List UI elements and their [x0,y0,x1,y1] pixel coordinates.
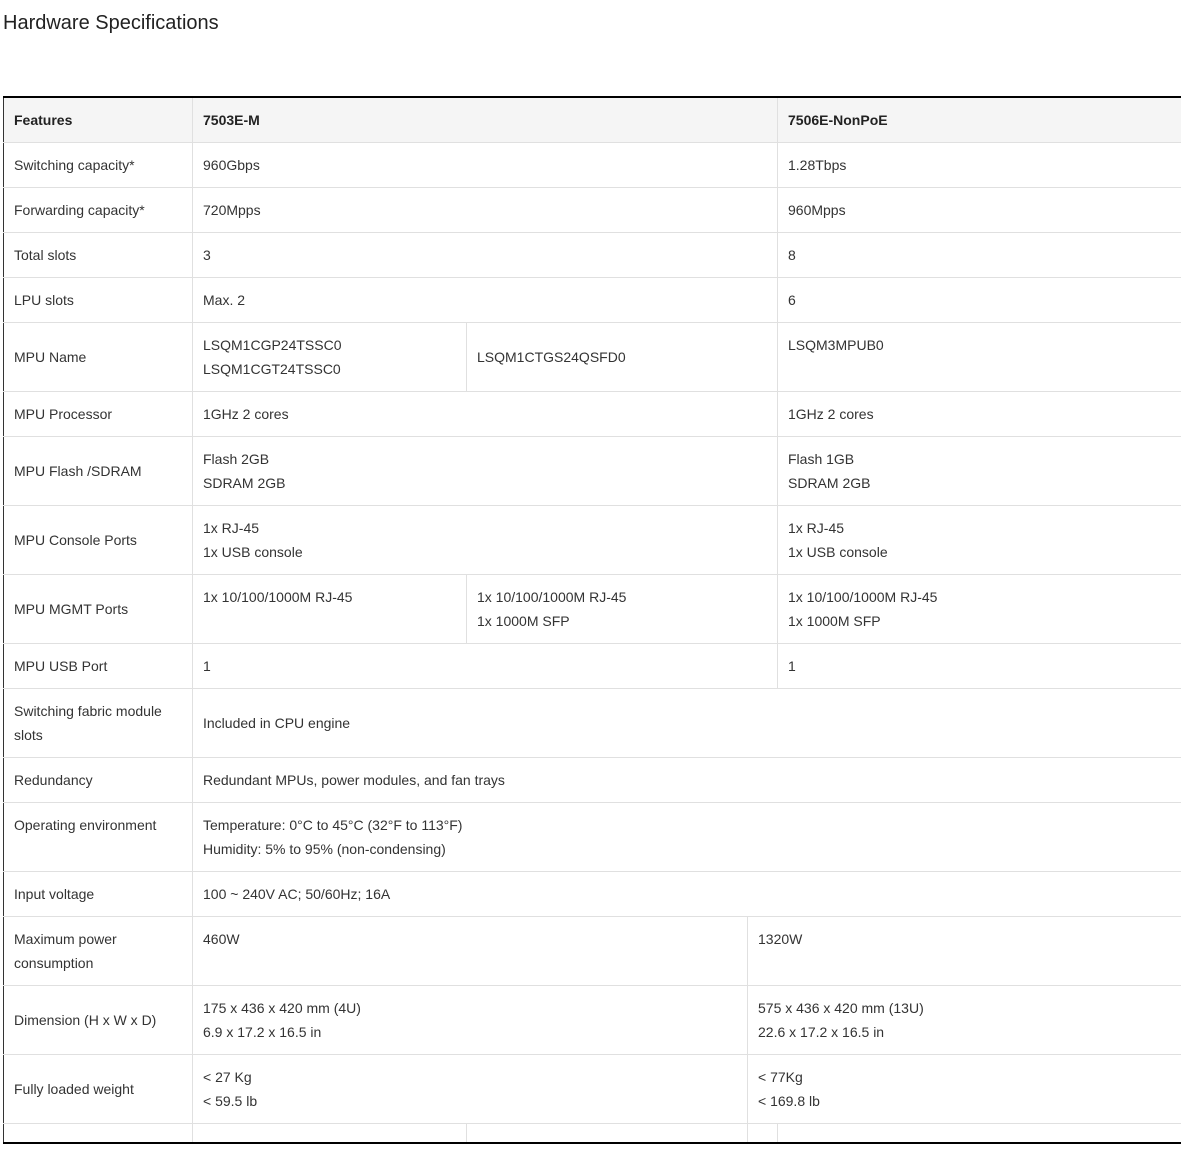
row-label: LPU slots [4,277,193,322]
header-features: Features [4,97,193,142]
cell-line: 1x 10/100/1000M RJ-45 [788,588,938,605]
cell-value: 3 [193,232,778,277]
cell-line: 22.6 x 17.2 x 16.5 in [758,1023,885,1040]
table-row [4,757,1181,802]
page-title: Hardware Specifications [3,12,219,34]
cell-value: 460W [193,916,748,985]
row-label [4,688,193,757]
row-label: MPU Processor [4,391,193,436]
row-label [4,916,193,985]
row-label: MPU Name [4,322,193,391]
cell-line: < 59.5 lb [203,1092,258,1109]
table-row [4,574,1181,643]
table-row [4,688,1181,757]
table-row [4,643,1181,688]
row-label: MPU USB Port [4,643,193,688]
cell-value: 6 [778,277,1181,322]
cell-value: 1GHz 2 cores [778,391,1181,436]
row-label: MPU Flash /SDRAM [4,436,193,505]
cell-line: < 27 Kg [203,1068,252,1085]
table-row [4,985,1181,1054]
table-row [4,232,1181,277]
spacer-cell [4,1123,193,1143]
label-line: Maximum power [14,930,117,947]
table-header-row [4,97,1181,142]
cell-line: 6.9 x 17.2 x 16.5 in [203,1023,322,1040]
spacer-cell [778,1123,1181,1143]
cell-value [193,1054,748,1123]
cell-line: Flash 1GB [788,450,855,467]
row-label: Operating environment [4,802,193,871]
cell-line: Humidity: 5% to 95% (non-condensing) [203,840,446,857]
cell-value [193,985,748,1054]
cell-value [193,322,467,391]
table-row [4,391,1181,436]
cell-line: LSQM1CGT24TSSC0 [203,360,341,377]
table-row [4,916,1181,985]
row-label: Redundancy [4,757,193,802]
cell-value: Max. 2 [193,277,778,322]
cell-value [748,1054,1181,1123]
table-row [4,142,1181,187]
cell-line: < 77Kg [758,1068,803,1085]
cell-value: 1.28Tbps [778,142,1181,187]
cell-value: 1320W [748,916,1181,985]
cell-value: 960Mpps [778,187,1181,232]
label-line: Switching fabric module [14,702,162,719]
table-row [4,802,1181,871]
cell-line: Temperature: 0°C to 45°C (32°F to 113°F) [203,816,463,833]
cell-value [193,505,778,574]
table-row [4,277,1181,322]
cell-value: Redundant MPUs, power modules, and fan trays [193,757,1181,802]
cell-line: Flash 2GB [203,450,270,467]
cell-line: < 169.8 lb [758,1092,820,1109]
cell-value: 1x 10/100/1000M RJ-45 [193,574,467,643]
row-label: MPU Console Ports [4,505,193,574]
cell-value: 720Mpps [193,187,778,232]
spacer-cell [193,1123,467,1143]
cell-value [193,802,1181,871]
label-line: consumption [14,954,94,971]
row-label: MPU MGMT Ports [4,574,193,643]
cell-line: 575 x 436 x 420 mm (13U) [758,999,924,1016]
cell-value [778,436,1181,505]
cell-line: SDRAM 2GB [788,474,871,491]
row-label: Switching capacity* [4,142,193,187]
cell-value: LSQM3MPUB0 [778,322,1181,391]
label-line: slots [14,726,43,743]
spacer-cell [748,1123,778,1143]
table-row [4,505,1181,574]
table-row [4,871,1181,916]
cell-value [193,436,778,505]
cell-line: 1x 1000M SFP [788,612,881,629]
row-label: Total slots [4,232,193,277]
hardware-specs-table [3,96,1181,1144]
cell-line: 1x RJ-45 [203,519,260,536]
cell-line: 1x USB console [203,543,303,560]
table-spacer-row [4,1123,1181,1143]
cell-value: 1GHz 2 cores [193,391,778,436]
cell-value: 960Gbps [193,142,778,187]
cell-value: 1 [193,643,778,688]
table-row [4,322,1181,391]
cell-value: 1 [778,643,1181,688]
row-label: Input voltage [4,871,193,916]
cell-line: LSQM1CGP24TSSC0 [203,336,342,353]
row-label: Dimension (H x W x D) [4,985,193,1054]
row-label: Fully loaded weight [4,1054,193,1123]
cell-value: Included in CPU engine [193,688,1181,757]
header-model-7503e-m: 7503E-M [193,97,778,142]
spacer-cell [467,1123,748,1143]
cell-value [778,574,1181,643]
cell-line: 1x 10/100/1000M RJ-45 [477,588,627,605]
cell-line: 1x RJ-45 [788,519,845,536]
cell-value [748,985,1181,1054]
cell-value: LSQM1CTGS24QSFD0 [467,322,778,391]
table-row [4,187,1181,232]
cell-line: 1x 1000M SFP [477,612,570,629]
cell-line: SDRAM 2GB [203,474,286,491]
cell-line: 175 x 436 x 420 mm (4U) [203,999,361,1016]
cell-value: 100 ~ 240V AC; 50/60Hz; 16A [193,871,1181,916]
row-label: Forwarding capacity* [4,187,193,232]
cell-value [467,574,778,643]
cell-value [778,505,1181,574]
cell-line: 1x USB console [788,543,888,560]
table-row [4,1054,1181,1123]
table-row [4,436,1181,505]
cell-value: 8 [778,232,1181,277]
header-model-7506e-nonpoe: 7506E-NonPoE [778,97,1181,142]
